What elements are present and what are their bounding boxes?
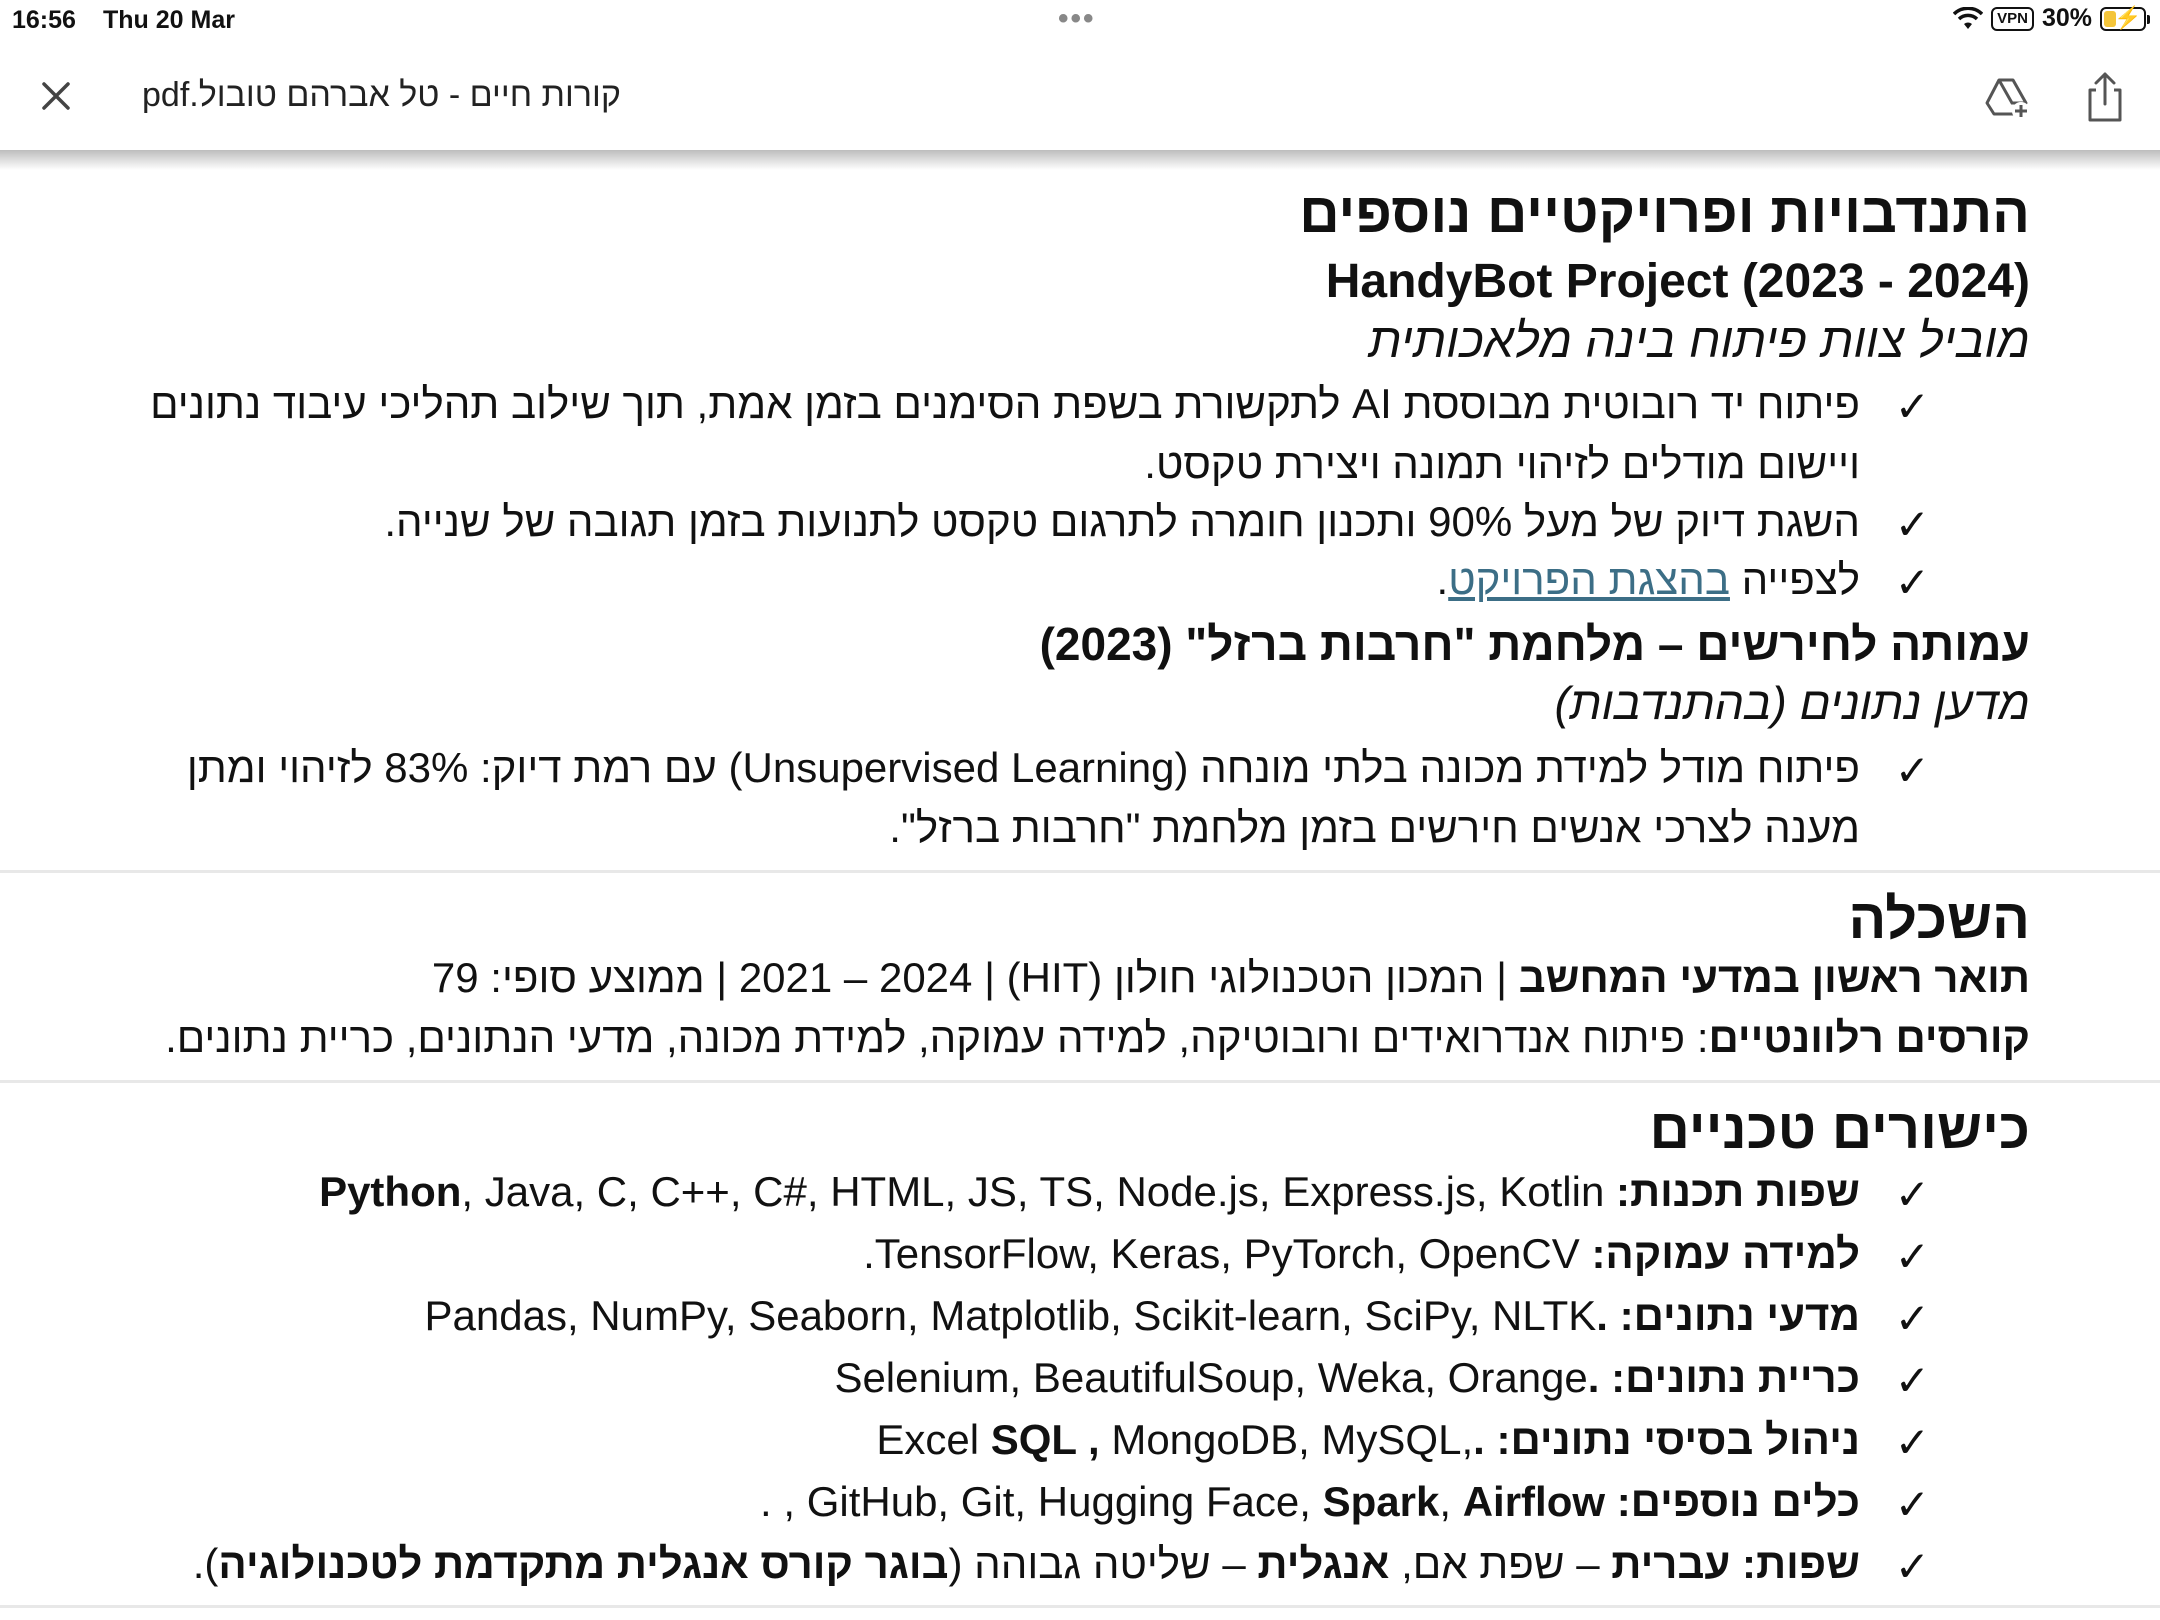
skill-label: למידה עמוקה: — [1591, 1230, 1860, 1277]
check-icon: ✓ — [1894, 747, 1930, 794]
share-button[interactable] — [2080, 70, 2130, 124]
check-icon: ✓ — [1894, 559, 1930, 606]
page-bottom-edge — [0, 1605, 2160, 1608]
skill-label: מדעי נתונים: — [1619, 1292, 1860, 1339]
check-icon: ✓ — [1894, 1171, 1930, 1218]
project-title: HandyBot Project (2023 - 2024) — [1325, 255, 2030, 308]
check-icon: ✓ — [1894, 1419, 1930, 1466]
skill-values: TensorFlow, Keras, PyTorch, OpenCV. — [863, 1230, 1580, 1277]
multitasking-dots-icon[interactable]: ••• — [1058, 2, 1096, 35]
status-date: Thu 20 Mar — [103, 6, 235, 34]
add-to-drive-button[interactable] — [1982, 72, 2032, 122]
section-divider — [0, 870, 2160, 873]
status-time: 16:56 — [12, 6, 76, 34]
skill-label: שפות: — [1741, 1540, 1860, 1587]
check-icon: ✓ — [1894, 1481, 1930, 1528]
check-icon: ✓ — [1894, 383, 1930, 430]
wifi-icon — [1953, 7, 1983, 31]
project-presentation-link[interactable]: בהצגת הפרויקט — [1448, 556, 1730, 603]
skill-period: . — [1473, 1416, 1485, 1463]
skill-values: . , GitHub, Git, Hugging Face, Spark, Airflow — [760, 1478, 1606, 1525]
section-divider — [0, 1080, 2160, 1083]
skill-values: Pandas, NumPy, Seaborn, Matplotlib, Scikit-learn, SciPy, NLTK — [424, 1292, 1597, 1339]
bullet-3-prefix: לצפייה — [1741, 556, 1860, 603]
skill-period: . — [1596, 1292, 1608, 1339]
degree-label: תואר ראשון במדעי המחשב — [1518, 954, 2030, 1001]
english-course: בוגר קורס אנגלית מתקדמת לטכנולוגיה — [218, 1540, 949, 1587]
document-title: קורות חיים - טל אברהם טובול.pdf — [142, 76, 621, 114]
battery-icon: ⚡ — [2100, 7, 2146, 31]
degree-details: | המכון הטכנולוגי חולון (HIT) | 2021 – 2024 | ממוצע סופי: 79 — [431, 954, 1519, 1001]
org-bullet-b: מענה לצרכי אנשים חירשים בזמן מלחמת "חרבות ברזל". — [889, 804, 1860, 851]
bullet-3-suffix: . — [1436, 556, 1449, 603]
language-level: – שפת אם, — [1389, 1540, 1612, 1587]
language-end: ). — [192, 1540, 219, 1587]
org-role: מדען נתונים (בהתנדבות) — [1554, 677, 2030, 729]
status-indicators — [1953, 4, 2146, 33]
project-bullet-3 — [1437, 556, 1860, 604]
skill-highlight: Spark — [1322, 1478, 1440, 1525]
viewer-header — [0, 42, 2160, 152]
check-icon: ✓ — [1894, 501, 1930, 548]
skill-values: Selenium, BeautifulSoup, Weka, Orange — [834, 1354, 1588, 1401]
status-bar — [0, 0, 2160, 42]
header-shadow — [0, 150, 2160, 170]
courses-list: : פיתוח אנדרואידים ורובוטיקה, למידה עמוקה, למידת מכונה, מדעי הנתונים, כריית נתונים. — [165, 1014, 1709, 1061]
courses-line — [165, 1008, 2030, 1068]
courses-label: קורסים רלוונטיים — [1708, 1014, 2030, 1061]
education-heading: השכלה — [1848, 887, 2030, 950]
language-hebrew: עברית — [1611, 1540, 1731, 1587]
skill-data-mining — [834, 1354, 1860, 1402]
skill-values — [865, 1416, 1473, 1463]
project-bullet-1b: ויישום מודלים לזיהוי תמונה ויצירת טקסט. — [1144, 440, 1860, 487]
check-icon: ✓ — [1894, 1233, 1930, 1280]
skill-rest: Excel — [864, 1416, 980, 1463]
skill-data-science — [425, 1292, 1861, 1340]
skills-heading: כישורים טכניים — [1649, 1097, 2030, 1160]
share-icon — [2080, 70, 2130, 124]
skill-highlight: SQL , — [990, 1416, 1100, 1463]
skill-rest: MongoDB, MySQL, — [1111, 1416, 1474, 1463]
project-bullet-2: השגת דיוק של מעל 90% ותכנון חומרה לתרגום טקסט לתנועות בזמן תגובה של שנייה. — [384, 498, 1860, 545]
skill-label: שפות תכנות: — [1616, 1168, 1860, 1215]
org-title: עמותה לחירשים – מלחמת "חרבות ברזל" (2023) — [1039, 618, 2030, 670]
org-bullet-a: פיתוח מודל למידת מכונה בלתי מונחה (Unsupervised Learning) עם רמת דיוק: 83% לזיהוי ומתן — [186, 744, 1860, 791]
project-role: מוביל צוות פיתוח בינה מלאכותית — [1368, 315, 2030, 368]
degree-line — [432, 948, 2030, 1008]
skill-label: כריית נתונים: — [1611, 1354, 1860, 1401]
skill-period: . — [1587, 1354, 1600, 1401]
drive-add-icon — [1982, 72, 2032, 122]
skill-rest: , Java, C, C++, C#, HTML, JS, TS, Node.js, Express.js, Kotlin — [461, 1168, 1605, 1215]
close-icon — [40, 80, 72, 112]
close-button[interactable] — [32, 72, 80, 120]
skill-databases — [865, 1416, 1860, 1464]
skill-deep-learning — [863, 1230, 1860, 1278]
vpn-badge: VPN — [1991, 7, 2034, 31]
skill-tools — [760, 1478, 1860, 1526]
check-icon: ✓ — [1894, 1543, 1930, 1590]
skill-label: כלים נוספים: — [1616, 1478, 1860, 1525]
check-icon: ✓ — [1894, 1295, 1930, 1342]
language-level: – שליטה גבוהה ( — [948, 1540, 1258, 1587]
skill-highlight: Python — [319, 1168, 462, 1215]
project-bullet-1a: פיתוח יד רובוטית מבוססת AI לתקשורת בשפת הסימנים בזמן אמת, תוך שילוב תהליכי עיבוד נתונים — [150, 380, 1860, 427]
skill-rest: . — [760, 1478, 772, 1525]
language-english: אנגלית — [1257, 1540, 1390, 1587]
skill-values — [319, 1168, 1604, 1215]
volunteer-heading: התנדבויות ופרויקטיים נוספים — [1299, 181, 2030, 244]
skill-label: ניהול בסיסי נתונים: — [1496, 1416, 1860, 1463]
battery-percent: 30% — [2041, 4, 2092, 32]
check-icon: ✓ — [1894, 1357, 1930, 1404]
skill-spoken-languages — [193, 1540, 1860, 1588]
skill-highlight: Airflow — [1462, 1478, 1606, 1525]
skill-rest: , GitHub, Git, Hugging Face, — [783, 1478, 1323, 1525]
pdf-page[interactable] — [0, 170, 2160, 1620]
skill-languages — [319, 1168, 1860, 1216]
